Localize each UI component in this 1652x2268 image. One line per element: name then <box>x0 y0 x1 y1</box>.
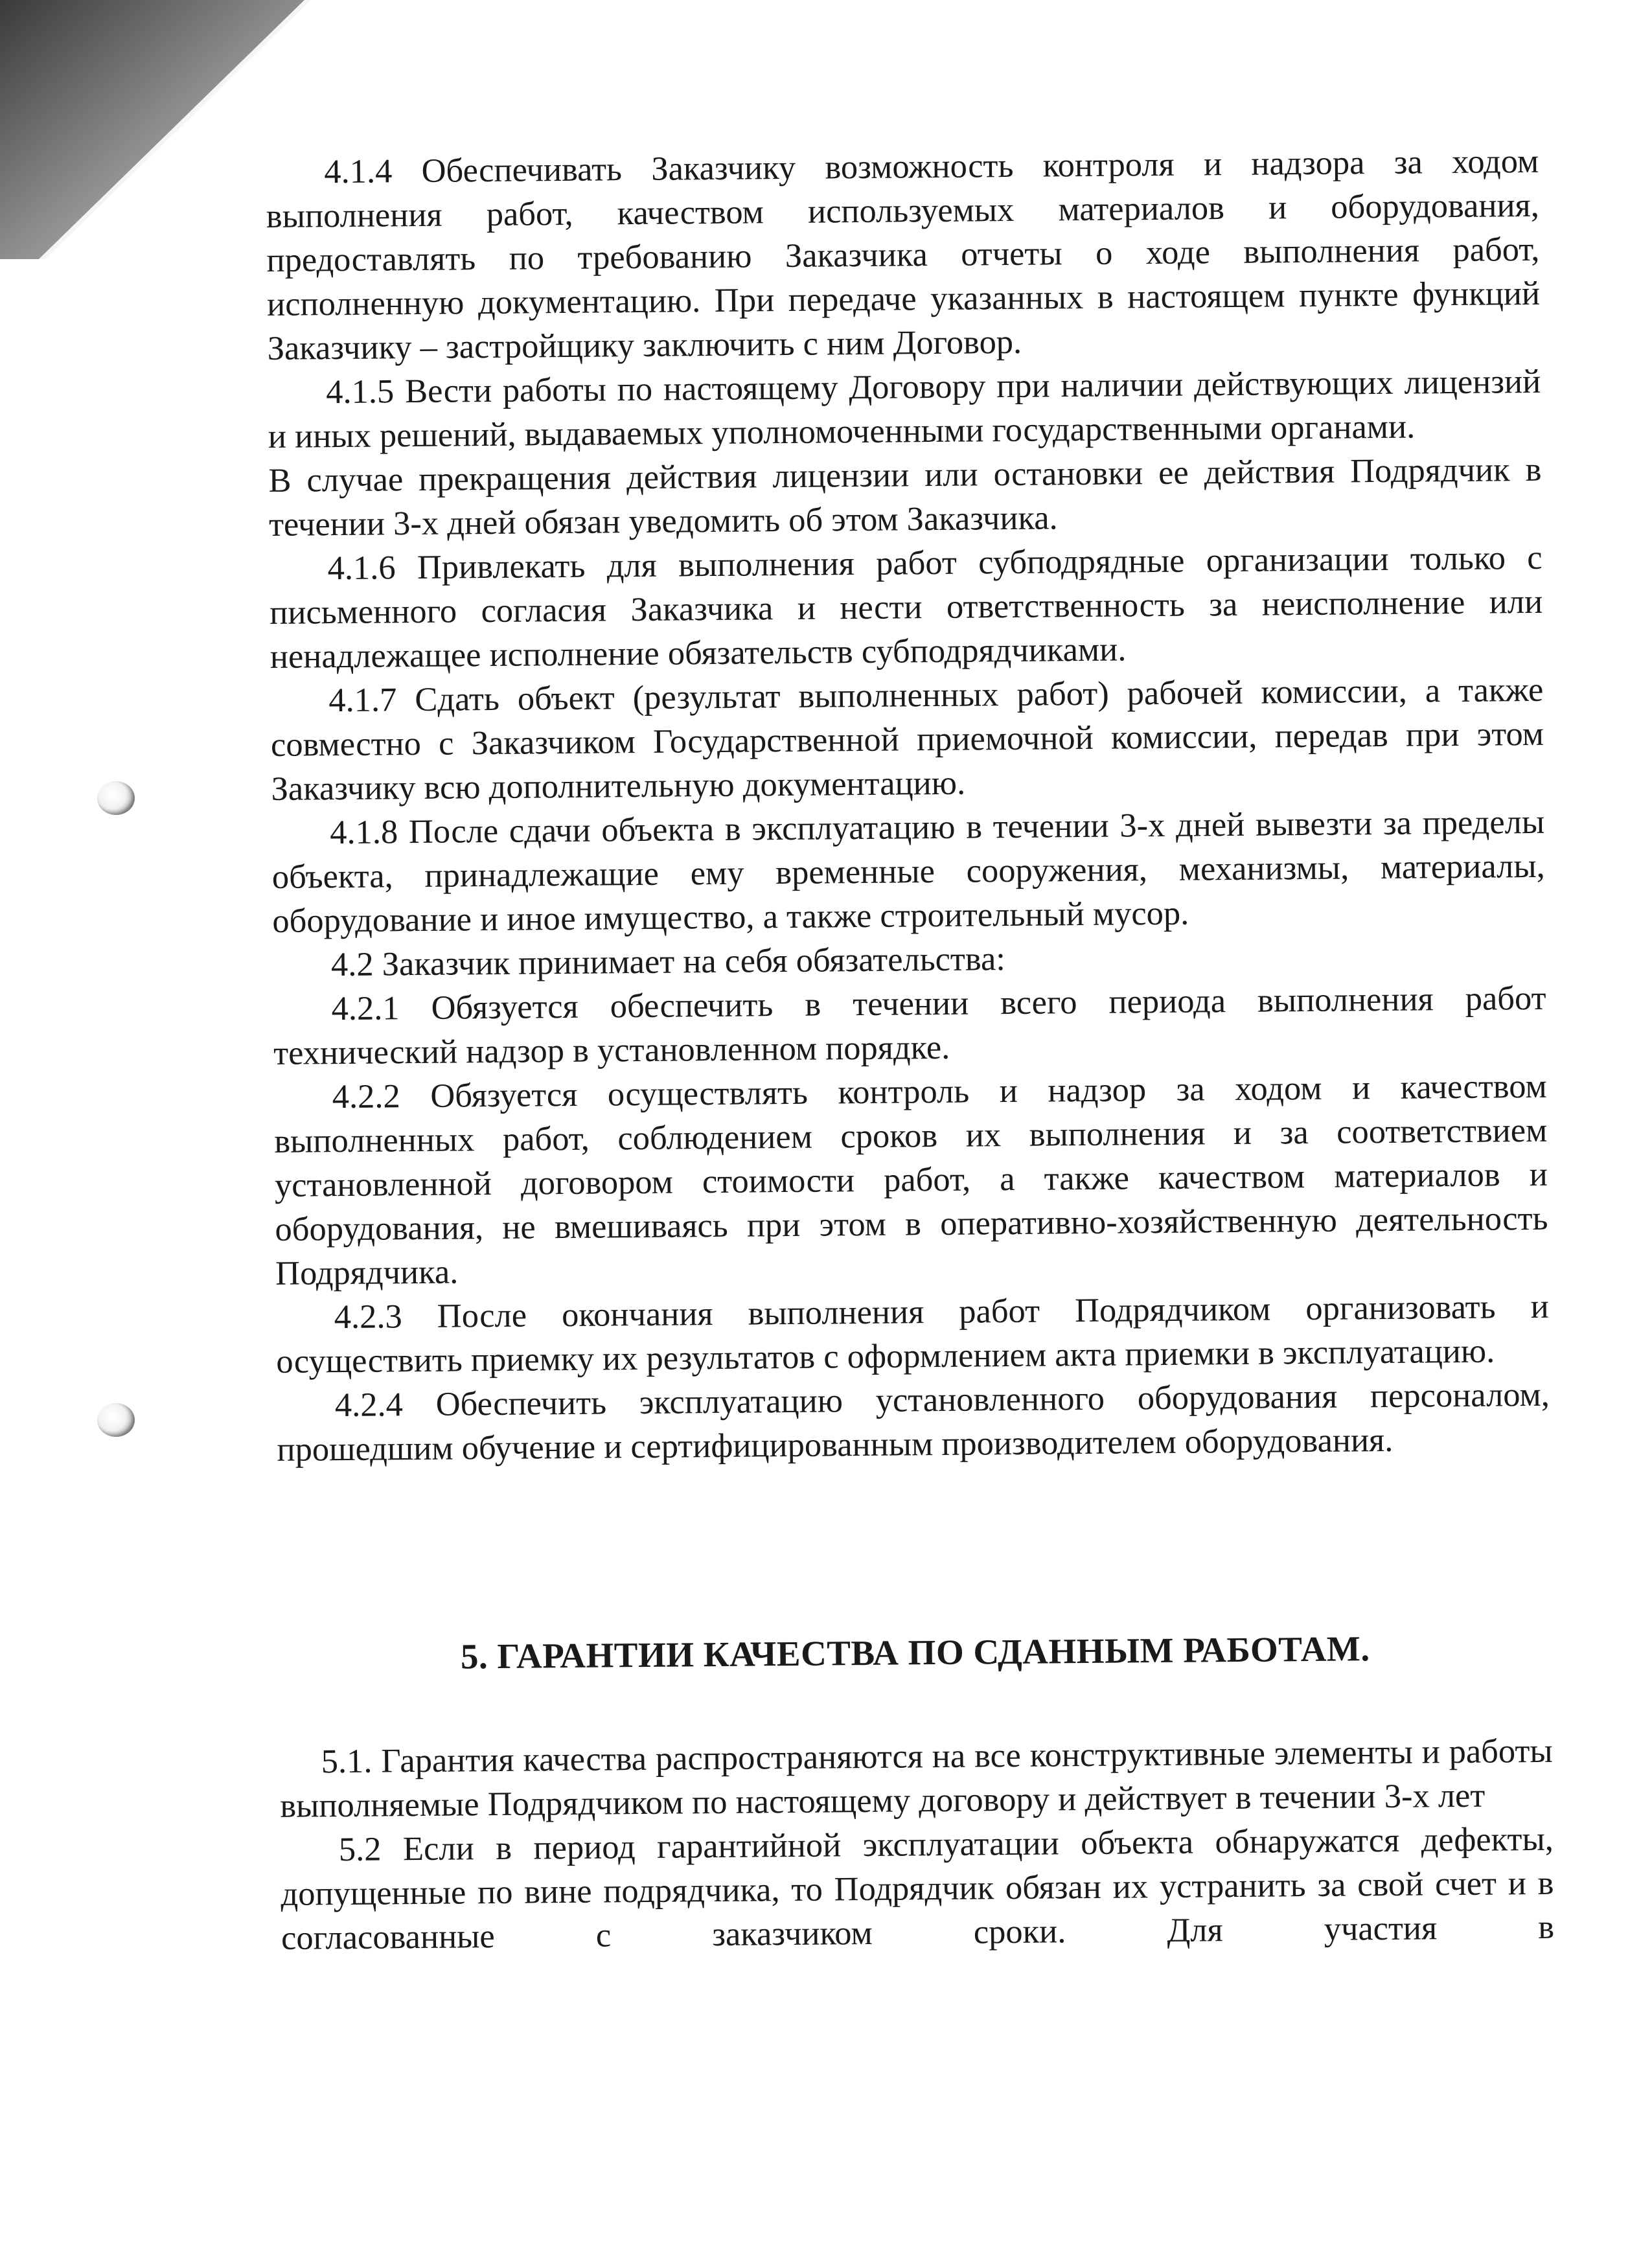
paragraph-4-2-1: 4.2.1 Обязуется обеспечить в течении всего периода выполнения работ технический надзор в установленном порядке. <box>273 979 1546 1072</box>
paragraph-4-1-4: 4.1.4 Обеспечивать Заказчику возможность контроля и надзора за ходом выполнения работ, качеством используемых материалов и оборудования, предоставлять по требованию Заказчика отчеты о ходе выполнения работ, исполненную документацию. При передаче указанных в настоящем пункте функций Заказчику – застройщику заключить с ним Договор. <box>266 142 1541 367</box>
paragraph-4-2: 4.2 Заказчик принимает на себя обязательства: <box>330 940 1006 984</box>
section-5-title: 5. ГАРАНТИИ КАЧЕСТВА ПО СДАННЫМ РАБОТАМ. <box>460 1629 1370 1677</box>
paragraph-4-1-7: 4.1.7 Сдать объект (результат выполненных работ) рабочей комиссии, а также совместно с Заказчиком Государственной приемочной комиссии, передав при этом Заказчику всю дополнительную документацию. <box>270 670 1544 808</box>
paragraph-4-2-2: 4.2.2 Обязуется осуществлять контроль и надзор за ходом и качеством выполненных работ, соблюдением сроков их выполнения и за соответствием установленной договором стоимости работ, а также качеством материалов и оборудования, не вмешиваясь при этом в оперативно-хозяйственную деятельность Подрядчика. <box>274 1067 1548 1292</box>
paragraph-5-1: 5.1. Гарантия качества распространяются на все конструктивные элементы и работы выполняемые Подрядчиком по настоящему договору и действует в течении 3-х лет <box>280 1732 1553 1825</box>
paragraph-4-1-5: 4.1.5 Вести работы по настоящему Договору при наличии действующих лицензий и иных решений, выдаваемых уполномоченными государственными органами. <box>268 362 1541 455</box>
paragraph-4-2-4: 4.2.4 Обеспечить эксплуатацию установленного оборудования персоналом, прошедшим обучение и сертифицированным производителем оборудования. <box>277 1375 1550 1469</box>
paragraph-4-1-6: 4.1.6 Привлекать для выполнения работ субподрядные организации только с письменного согласия Заказчика и нести ответственность за неисполнение или ненадлежащее исполнение обязательств субподрядчиками. <box>269 538 1543 676</box>
punch-hole-bottom <box>97 1403 135 1437</box>
paragraph-4-2-3: 4.2.3 После окончания выполнения работ Подрядчиком организовать и осуществить приемку их результатов с оформлением акта приемки в эксплуатацию. <box>276 1287 1549 1380</box>
paragraph-4-1-8: 4.1.8 После сдачи объекта в эксплуатацию в течении 3-х дней вывезти за пределы объекта, принадлежащие ему временные сооружения, механизмы, материалы, оборудование и иное имущество, а также строительный мусор. <box>271 803 1545 940</box>
punch-hole-top <box>97 781 135 815</box>
document-body <box>266 139 1554 1960</box>
paragraph-5-2: 5.2 Если в период гарантийной эксплуатации объекта обнаружатся дефекты, допущенные по вине подрядчика, то Подрядчик обязан их устранить за свой счет и в согласованные с заказчиком сроки. Для участия в <box>281 1820 1555 1957</box>
paragraph-4-1-5-continued: В случае прекращения действия лицензии или остановки ее действия Подрядчик в течении 3-х дней обязан уведомить об этом Заказчика. <box>268 450 1542 544</box>
